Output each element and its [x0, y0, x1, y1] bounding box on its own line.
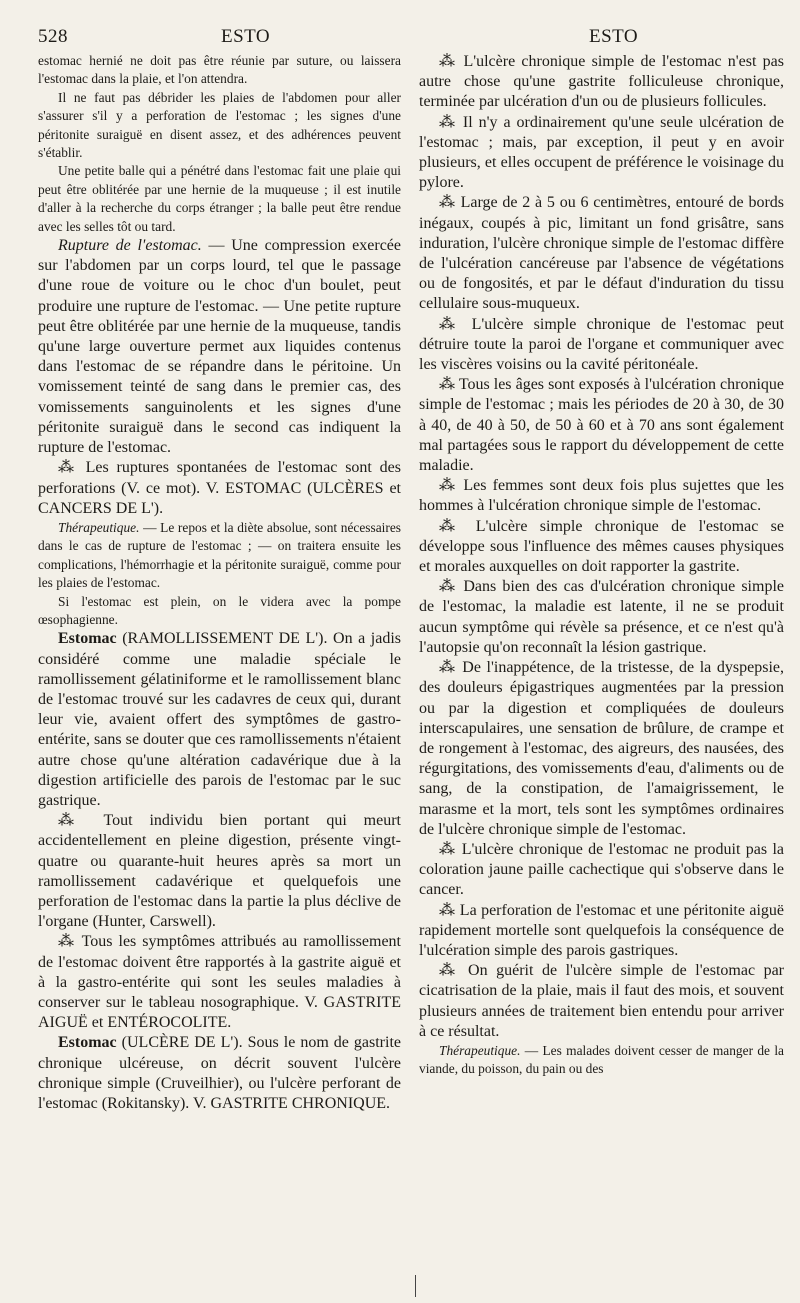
paragraph [38, 52, 401, 89]
paragraph-text: — Une compression exercée sur l'abdomen par un corps lourd, tel que le passage d'une roue de voiture ou le choc d'un boulet, peut produire une rupture de l'estomac. — Une petite rupture peut être oblitérée par une hernie de la muqueuse, tandis qu'une large ouverture permet aux liquides contenus dans l'estomac de se répandre dans le péritoine. Un vomissement teinté de sang dans le premier cas, des vomissements sanguinolents et les signes d'une péritonite suraiguë dans le second cas indiquent la rupture de l'estomac. [38, 237, 401, 457]
paragraph-text: ⁂ L'ulcère simple chronique de l'estomac peut détruire toute la paroi de l'organe et communiquer avec les viscères voisins ou la cavité péritonéale. [419, 315, 784, 374]
paragraph [419, 577, 784, 658]
paragraph [419, 840, 784, 901]
page-number: 528 [38, 26, 68, 47]
paragraph-text: ⁂ Dans bien des cas d'ulcération chronique simple de l'estomac, la maladie est latente, il ne se produit aucun symptôme qui révèle sa présence, et ce n'est qu'à l'autopsie qu'on reconnaît la lésion gastrique. [419, 578, 784, 656]
paragraph [419, 193, 784, 314]
section-lead: Thérapeutique. [439, 1042, 521, 1058]
paragraph [38, 458, 401, 519]
paragraph [38, 89, 401, 163]
paragraph [38, 932, 401, 1033]
paragraph-text: ⁂ On guérit de l'ulcère simple de l'estomac par cicatrisation de la plaie, mais il faut des mois, et souvent plusieurs années de traitement bien entendu pour arriver à ce résultat. [419, 962, 784, 1040]
paragraph-text: (ULCÈRE DE L'). Sous le nom de gastrite chronique ulcéreuse, on décrit souvent l'ulcère chronique simple (Cruveilhier), ou l'ulcère perforant de l'estomac (Rokitansky). V. GASTRITE CHRONIQUE. [38, 1034, 401, 1113]
paragraph-text: ⁂ Les ruptures spontanées de l'estomac sont des perforations (V. ce mot). V. ESTOMAC (ULCÈRES et CANCERS DE L'). [38, 459, 401, 517]
paragraph-text: Si l'estomac est plein, on le videra avec la pompe œsophagienne. [38, 593, 401, 627]
paragraph-text: — Le repos et la diète absolue, sont nécessaires dans le cas de rupture de l'estomac ; — on traitera ensuite les complications, l'hémorrhagie et la péritonite suraiguë, comme pour les plaies de l'estomac. [38, 519, 401, 591]
paragraph [38, 593, 401, 630]
text-columns [38, 52, 784, 1114]
paragraph-text: ⁂ Tout individu bien portant qui meurt accidentellement en pleine digestion, présente vingt-quatre ou quarante-huit heures après sa mort un ramollissement cadavérique et quelquefois une perforation de l'estomac dans la partie la plus déclive de l'organe (Hunter, Carswell). [38, 812, 401, 931]
paragraph [38, 519, 401, 593]
paragraph [419, 315, 784, 376]
paragraph [419, 476, 784, 516]
paragraph [38, 1033, 401, 1114]
paragraph [419, 961, 784, 1042]
paragraph [419, 517, 784, 578]
paragraph [38, 236, 401, 458]
paragraph-text: — Les malades doivent cesser de manger de la viande, du poisson, du pain ou des [419, 1042, 784, 1077]
paragraph-text: Il ne faut pas débrider les plaies de l'abdomen pour aller s'assurer s'il y a perforation de l'estomac ; les signes d'une péritonite suraiguë en disent assez, et des adhérences peuvent s'établir. [38, 89, 401, 161]
paragraph-text: ⁂ L'ulcère chronique de l'estomac ne produit pas la coloration jaune paille cachectique qui s'observe dans le cancer. [419, 840, 784, 899]
paragraph-text: ⁂ L'ulcère chronique simple de l'estomac n'est pas autre chose qu'une gastrite folliculeuse chronique, terminée par ulcération d'un ou de plusieurs follicules. [419, 53, 784, 111]
left-column [38, 52, 401, 1114]
paragraph [419, 113, 784, 194]
paragraph-text: estomac hernié ne doit pas être réunie par suture, ou laissera l'estomac dans la plaie, et l'on attendra. [38, 53, 401, 87]
paragraph-text: ⁂ Les femmes sont deux fois plus sujettes que les hommes à l'ulcération chronique simple de l'estomac. [419, 477, 784, 515]
column-divider [415, 1275, 416, 1297]
left-running-head: ESTO [221, 26, 271, 47]
paragraph-text: ⁂ Il n'y a ordinairement qu'une seule ulcération de l'estomac ; mais, par exception, il peut y en avoir plusieurs, et elles occupent de préférence le voisinage du pylore. [419, 113, 784, 192]
paragraph-text: ⁂ De l'inappétence, de la tristesse, de la dyspepsie, des douleurs épigastriques augmentées par la pression ou par la digestion et compliquées de douleurs interscapulaires, une sensation de brûlure, de crampe et de rongement à l'estomac, des aigreurs, des nausées, des régurgitations, des vomissements d'eau, d'aliments ou de sang, de la constipation, de l'amaigrissement, le marasme et la mort, tels sont les symptômes ordinaires de l'ulcère chronique simple de l'estomac. [419, 659, 784, 838]
paragraph [419, 658, 784, 840]
section-lead: Rupture de l'estomac. [58, 237, 202, 255]
paragraph-text: ⁂ Large de 2 à 5 ou 6 centimètres, entouré de bords inégaux, coupés à pic, limitant un fond grisâtre, sans induration, l'ulcère chronique simple de l'estomac diffère de l'ulcération cancéreuse par l'absence de végétations ou de fongosités, et par le défaut d'induration du tissu cellulaire sous-muqueux. [419, 194, 784, 313]
paragraph-text: ⁂ Tous les âges sont exposés à l'ulcération chronique simple de l'estomac ; mais les périodes de 20 à 30, de 30 à 40, de 40 à 50, de 50 à 60 et à 70 ans sont également mal partagées sous le rapport du développement de cette maladie. [419, 376, 784, 475]
section-lead: Thérapeutique. [58, 519, 140, 535]
paragraph-text: ⁂ Tous les symptômes attribués au ramollissement de l'estomac doivent être rapportés à la gastrite aiguë et à la gastro-entérite qui sont les seules maladies à conserver sur le tableau nosographique. V. GASTRITE AIGUË et ENTÉROCOLITE. [38, 933, 401, 1032]
paragraph-text: Une petite balle qui a pénétré dans l'estomac fait une plaie qui peut être oblitérée par une hernie de la muqueuse ; il est inutile d'aller à la recherche du corps étranger ; la balle peut être rendue avec les selles tôt ou tard. [38, 163, 401, 234]
running-header [38, 18, 784, 52]
paragraph [38, 811, 401, 932]
entry-headword: Estomac [58, 630, 117, 648]
entry-headword: Estomac [58, 1034, 117, 1052]
paragraph [419, 52, 784, 113]
right-column [419, 52, 784, 1114]
paragraph [38, 162, 401, 236]
paragraph [419, 1042, 784, 1079]
right-running-head: ESTO [589, 26, 639, 47]
paragraph [38, 629, 401, 811]
paragraph-text: ⁂ La perforation de l'estomac et une péritonite aiguë rapidement mortelle sont quelquefois la conséquence de l'ulcération simple des parois gastriques. [419, 901, 784, 959]
paragraph [419, 375, 784, 476]
paragraph [419, 901, 784, 962]
paragraph-text: (RAMOLLISSEMENT DE L'). On a jadis considéré comme une maladie spéciale le ramollissement gélatiniforme et le ramollissement blanc de l'estomac trouvé sur les cadavres de ceux qui, durant leur vie, avaient offert des symptômes de gastro-entérite, sans se douter que ces ramollissements n'étaient autre chose qu'une altération cadavérique due à la digestion artificielle des parois de l'estomac par le suc gastrique. [38, 630, 401, 809]
paragraph-text: ⁂ L'ulcère simple chronique de l'estomac se développe sous l'influence des mêmes causes physiques et morales auxquelles on doit rapporter la gastrite. [419, 517, 784, 576]
